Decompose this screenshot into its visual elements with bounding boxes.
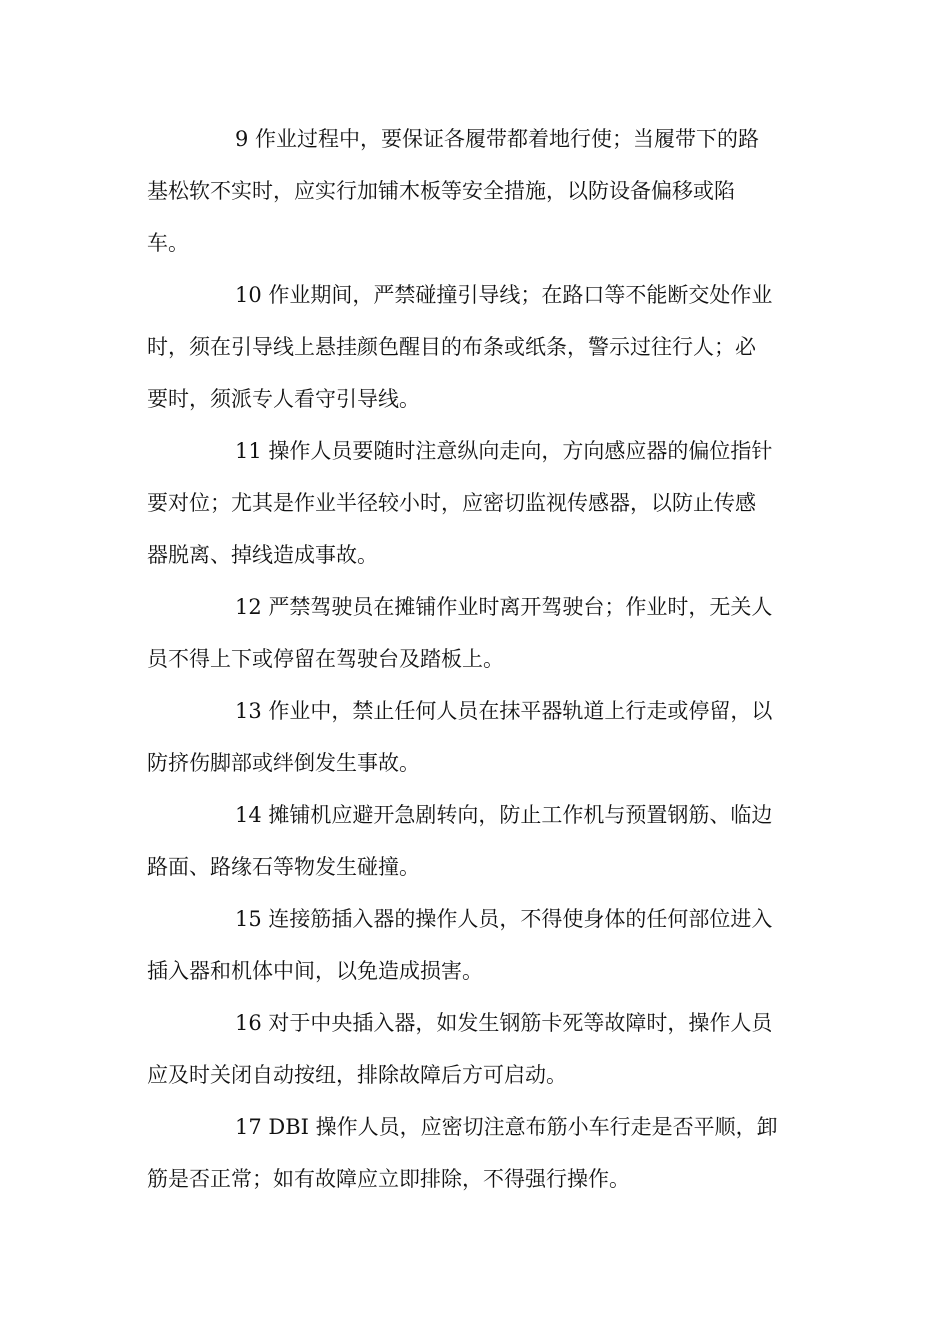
paragraph-line: 9 作业过程中，要保证各履带都着地行使；当履带下的路 (235, 127, 760, 151)
paragraph-14 (147, 789, 802, 893)
paragraph-13 (147, 685, 802, 789)
document-body (147, 113, 802, 1205)
paragraph-line: 筋是否正常；如有故障应立即排除，不得强行操作。 (147, 1167, 630, 1191)
paragraph-line: 15 连接筋插入器的操作人员，不得使身体的任何部位进入 (235, 907, 773, 931)
paragraph-line: 11 操作人员要随时注意纵向走向，方向感应器的偏位指针 (235, 439, 773, 463)
paragraph-9 (147, 113, 802, 269)
paragraph-line: 器脱离、掉线造成事故。 (147, 543, 378, 567)
paragraph-17 (147, 1101, 802, 1205)
paragraph-line: 要对位；尤其是作业半径较小时，应密切监视传感器，以防止传感 (147, 491, 756, 515)
paragraph-line: 员不得上下或停留在驾驶台及踏板上。 (147, 647, 504, 671)
paragraph-line: 路面、路缘石等物发生碰撞。 (147, 855, 420, 879)
paragraph-line: 10 作业期间，严禁碰撞引导线；在路口等不能断交处作业 (235, 283, 773, 307)
paragraph-line: 应及时关闭自动按纽，排除故障后方可启动。 (147, 1063, 567, 1087)
paragraph-line: 17 DBI 操作人员，应密切注意布筋小车行走是否平顺，卸 (235, 1115, 778, 1139)
paragraph-line: 插入器和机体中间，以免造成损害。 (147, 959, 483, 983)
paragraph-line: 14 摊铺机应避开急剧转向，防止工作机与预置钢筋、临边 (235, 803, 773, 827)
paragraph-10 (147, 269, 802, 425)
paragraph-line: 13 作业中，禁止任何人员在抹平器轨道上行走或停留，以 (235, 699, 773, 723)
paragraph-16 (147, 997, 802, 1101)
paragraph-line: 车。 (147, 231, 189, 255)
paragraph-line: 12 严禁驾驶员在摊铺作业时离开驾驶台；作业时，无关人 (235, 595, 773, 619)
paragraph-line: 要时，须派专人看守引导线。 (147, 387, 420, 411)
paragraph-line: 16 对于中央插入器，如发生钢筋卡死等故障时，操作人员 (235, 1011, 773, 1035)
paragraph-11 (147, 425, 802, 581)
paragraph-line: 时，须在引导线上悬挂颜色醒目的布条或纸条，警示过往行人；必 (147, 335, 756, 359)
paragraph-line: 防挤伤脚部或绊倒发生事故。 (147, 751, 420, 775)
paragraph-12 (147, 581, 802, 685)
paragraph-line: 基松软不实时，应实行加铺木板等安全措施，以防设备偏移或陷 (147, 179, 735, 203)
paragraph-15 (147, 893, 802, 997)
